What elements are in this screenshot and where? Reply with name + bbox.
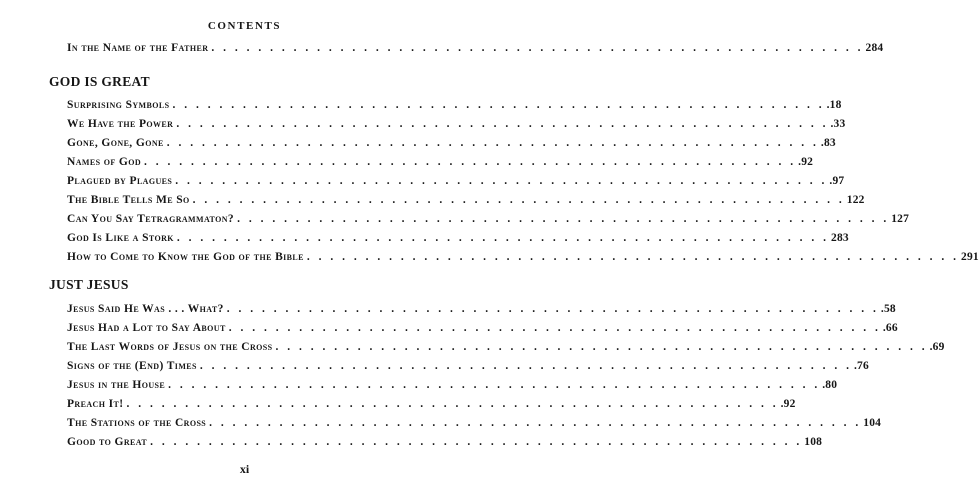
dot-leader: . . . . . . . . . . . . . . . . . . . . . . . . . . . . . . . . . . . . . . . . . . . . . . . . . . . . . . . .	[192, 194, 845, 206]
toc-entry	[67, 98, 842, 112]
toc-entry-title: Plagued by Plagues	[67, 175, 173, 187]
dot-leader: . . . . . . . . . . . . . . . . . . . . . . . . . . . . . . . . . . . . . . . . . . . . . . . . . . . . . . . .	[209, 417, 862, 429]
toc-entry	[67, 397, 796, 411]
toc-entry	[67, 250, 979, 264]
toc-entry-page: .69	[929, 341, 945, 353]
toc-entry	[67, 136, 836, 150]
toc-entry-title: God Is Like a Stork	[67, 232, 174, 244]
toc-entry	[67, 212, 910, 226]
toc-entry-title: The Bible Tells Me So	[67, 194, 190, 206]
dot-leader: . . . . . . . . . . . . . . . . . . . . . . . . . . . . . . . . . . . . . . . . . . . . . . . . . . . . . . . .	[150, 436, 803, 448]
dot-leader: . . . . . . . . . . . . . . . . . . . . . . . . . . . . . . . . . . . . . . . . . . . . . . . . . . . . . . . .	[226, 303, 879, 315]
dot-leader: . . . . . . . . . . . . . . . . . . . . . . . . . . . . . . . . . . . . . . . . . . . . . . . . . . . . . . . .	[144, 156, 797, 168]
dot-leader: . . . . . . . . . . . . . . . . . . . . . . . . . . . . . . . . . . . . . . . . . . . . . . . . . . . . . . . .	[168, 379, 821, 391]
toc-entry	[67, 435, 823, 449]
toc-entry	[67, 359, 869, 373]
toc-entry-page: 104	[863, 417, 882, 429]
toc-entry-title: Preach It!	[67, 398, 124, 410]
toc-entry-page: .83	[820, 137, 836, 149]
toc-entry-page: 127	[891, 213, 910, 225]
toc-entry-page: 291	[961, 251, 979, 263]
page-number: xi	[239, 462, 250, 476]
toc-entry-page: .33	[830, 118, 846, 130]
toc-entry-title: Signs of the (End) Times	[67, 360, 197, 372]
running-head: CONTENTS	[207, 20, 282, 32]
dot-leader: . . . . . . . . . . . . . . . . . . . . . . . . . . . . . . . . . . . . . . . . . . . . . . . . . . . . . . . .	[166, 137, 819, 149]
dot-leader: . . . . . . . . . . . . . . . . . . . . . . . . . . . . . . . . . . . . . . . . . . . . . . . . . . . . . . . .	[306, 251, 959, 263]
toc-entry-page: 122	[846, 194, 865, 206]
toc-entry-title: We Have the Power	[67, 118, 174, 130]
toc-entry	[67, 155, 814, 169]
toc-entry-page: .58	[880, 303, 896, 315]
toc-entry	[67, 41, 884, 55]
toc-entry	[67, 378, 838, 392]
toc-entry-page: .66	[882, 322, 898, 334]
toc-entry-page: .97	[829, 175, 845, 187]
toc-entry	[67, 302, 896, 316]
toc-entry	[67, 174, 845, 188]
dot-leader: . . . . . . . . . . . . . . . . . . . . . . . . . . . . . . . . . . . . . . . . . . . . . . . . . . . . . . . .	[211, 42, 864, 54]
toc-entry-title: Jesus in the House	[67, 379, 166, 391]
toc-entry-title: Jesus Had a Lot to Say About	[67, 322, 226, 334]
toc-entry-page: .18	[826, 99, 842, 111]
dot-leader: . . . . . . . . . . . . . . . . . . . . . . . . . . . . . . . . . . . . . . . . . . . . . . . . . . . . . . . .	[228, 322, 881, 334]
toc-entry-page: .92	[798, 156, 814, 168]
toc-entry	[67, 340, 945, 354]
toc-entry-title: Names of God	[67, 156, 142, 168]
toc-entry-title: Jesus Said He Was . . . What?	[67, 303, 224, 315]
toc-entry-title: Good to Great	[67, 436, 148, 448]
toc-entry	[67, 416, 882, 430]
toc-entry-page: 283	[831, 232, 849, 244]
section-title: GOD IS GREAT	[49, 74, 150, 89]
section-title: JUST JESUS	[49, 277, 129, 292]
dot-leader: . . . . . . . . . . . . . . . . . . . . . . . . . . . . . . . . . . . . . . . . . . . . . . . . . . . . . . . .	[275, 341, 928, 353]
toc-entry-title: The Stations of the Cross	[67, 417, 207, 429]
toc-entry-title: The Last Words of Jesus on the Cross	[67, 341, 273, 353]
toc-entry	[67, 231, 849, 245]
toc-entry-page: .92	[780, 398, 796, 410]
dot-leader: . . . . . . . . . . . . . . . . . . . . . . . . . . . . . . . . . . . . . . . . . . . . . . . . . . . . . . . .	[176, 118, 829, 130]
toc-entry-title: In the Name of the Father	[67, 42, 209, 54]
dot-leader: . . . . . . . . . . . . . . . . . . . . . . . . . . . . . . . . . . . . . . . . . . . . . . . . . . . . . . . .	[126, 398, 779, 410]
toc-entry-page: .76	[853, 360, 869, 372]
toc-entry	[67, 117, 846, 131]
toc-entry-title: Gone, Gone, Gone	[67, 137, 164, 149]
dot-leader: . . . . . . . . . . . . . . . . . . . . . . . . . . . . . . . . . . . . . . . . . . . . . . . . . . . . . . . .	[176, 232, 830, 244]
toc-entry-title: Can You Say Tetragrammaton?	[67, 213, 235, 225]
dot-leader: . . . . . . . . . . . . . . . . . . . . . . . . . . . . . . . . . . . . . . . . . . . . . . . . . . . . . . . .	[237, 213, 890, 225]
toc-entry	[67, 193, 865, 207]
dot-leader: . . . . . . . . . . . . . . . . . . . . . . . . . . . . . . . . . . . . . . . . . . . . . . . . . . . . . . . .	[199, 360, 852, 372]
toc-entry-page: 284	[865, 42, 884, 54]
dot-leader: . . . . . . . . . . . . . . . . . . . . . . . . . . . . . . . . . . . . . . . . . . . . . . . . . . . . . . . .	[172, 99, 825, 111]
toc-entry-page: .80	[822, 379, 838, 391]
toc-entry-title: How to Come to Know the God of the Bible	[67, 251, 304, 263]
dot-leader: . . . . . . . . . . . . . . . . . . . . . . . . . . . . . . . . . . . . . . . . . . . . . . . . . . . . . . . .	[175, 175, 828, 187]
toc-entry-title: Surprising Symbols	[67, 99, 170, 111]
toc-entry-page: 108	[804, 436, 823, 448]
toc-entry	[67, 321, 898, 335]
